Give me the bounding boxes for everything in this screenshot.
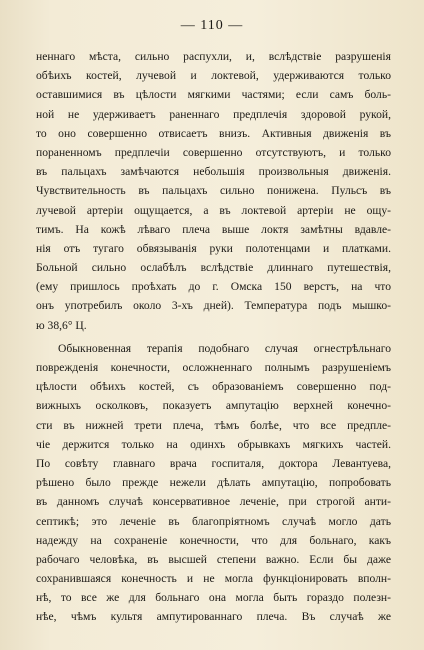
text-line: чіе держится только на одинхъ обрывкахъ мягкихъ частей. (36, 437, 391, 451)
text-line: въ пальцахъ замѣчаются небольшія произвольныя движенія. (36, 165, 391, 179)
text-line: сохранившаяся конечность и не могла функціонировать вполн- (36, 572, 391, 586)
text-line: сти въ нижней трети плеча, тѣмъ болѣе, что все предпле- (36, 418, 391, 432)
paragraph-1 (36, 47, 391, 335)
text-line: Обыкновенная терапія подобнаго случая огнестрѣльнаго (58, 341, 391, 355)
text-line: въ данномъ случаѣ консервативное леченіе, при строгой анти- (36, 495, 391, 509)
text-line: оставшимися въ цѣлости мягкими частями; если самъ боль- (36, 88, 391, 102)
text-line: вижныхъ осколковъ, показуетъ ампутацію верхней конечно- (36, 399, 391, 413)
text-line: ю 38,6° Ц. (36, 318, 87, 332)
text-line: неннаго мѣста, сильно распухли, и, вслѣдствіе разрушенія (36, 50, 391, 63)
text-line: (ему пришлось проѣхать до г. Омска 150 верстъ, на что (36, 280, 391, 294)
text-line: пораненномъ предплечіи совершенно отсутствуютъ, и только (36, 145, 391, 159)
text-line: нѣ, то все же для больнаго она могла быть гораздо полезн- (36, 591, 391, 605)
text-line: обѣихъ костей, лучевой и локтевой, удерживаются только (36, 69, 391, 83)
text-line: рабочаго человѣка, въ высшей степени важно. Если бы даже (36, 552, 391, 566)
page-number: — 110 — (180, 18, 244, 33)
text-line: По совѣту главнаго врача госпиталя, доктора Левантуева, (36, 456, 391, 470)
paragraph-2 (36, 339, 391, 627)
text-line: тимъ. На кожѣ лѣваго плеча выше локтя замѣтны вдавле- (36, 222, 391, 236)
text-line: лучевой артеріи ощущается, а въ локтевой артеріи не ощу- (36, 203, 391, 217)
text-line: поврежденія конечности, осложненнаго полнымъ разрушеніемъ (36, 361, 391, 374)
text-line: то оно совершенно отвисаетъ внизъ. Активныя движенія въ (36, 126, 391, 140)
body-text (36, 47, 391, 627)
text-line: надежду на сохраненіе конечности, что для больнаго, какъ (36, 533, 391, 547)
text-line: ной не удерживаетъ раненнаго предплечія здоровой рукой, (36, 107, 391, 121)
text-line: Больной сильно ослабѣлъ вслѣдствіе длиннаго путешествія, (36, 261, 391, 275)
text-line: нія отъ тугаго обвязыванія руки полотенцами и платками. (36, 241, 391, 255)
text-line: рѣшено было прежде нежели дѣлать ампутацію, попробовать (36, 476, 391, 490)
text-line: онъ употребилъ около 3-хъ дней). Температура подъ мышко- (36, 299, 391, 313)
text-line: септикѣ; это леченіе въ благопріятномъ случаѣ могло дать (36, 514, 391, 528)
text-line: цѣлости обѣихъ костей, съ образованіемъ совершенно под- (36, 380, 391, 394)
text-line: Чувствительность въ пальцахъ сильно понижена. Пульсъ въ (36, 184, 391, 198)
text-line: нѣе, чѣмъ культя ампутированнаго плеча. Въ случаѣ же (36, 610, 391, 624)
